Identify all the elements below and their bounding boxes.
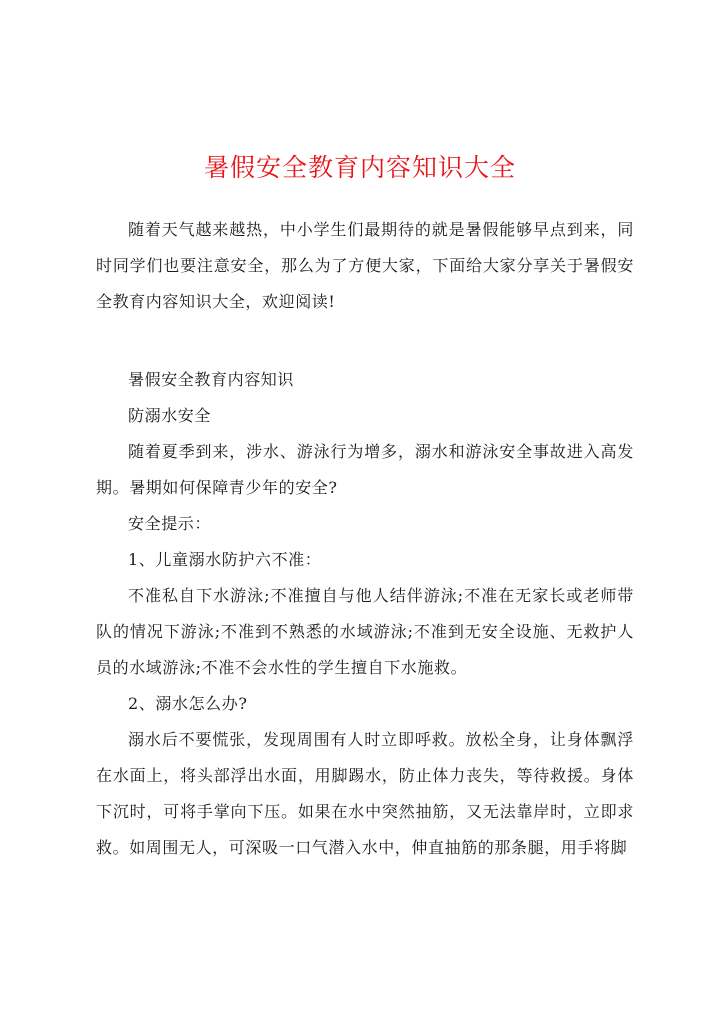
subsection-heading: 防溺水安全 [128,406,212,425]
document-title: 暑假安全教育内容知识大全 [203,153,516,182]
section-heading: 暑假安全教育内容知识 [128,370,295,389]
body-paragraph: 不准私自下水游泳;不准擅自与他人结伴游泳;不准在无家长或老师带队的情况下游泳;不准到不熟悉的水域游泳;不准到无安全设施、无救护人员的水域游泳;不准不会水性的学生擅自下水施救。 [96,586,634,677]
body-paragraph: 溺水后不要慌张，发现周围有人时立即呼救。放松全身，让身体飘浮在水面上，将头部浮出水面，用脚踢水，防止体力丧失，等待救援。身体下沉时，可将手掌向下压。如果在水中突然抽筋，又无法靠岸时，立即求救。如周围无人，可深吸一口气潜入水中，伸直抽筋的那条腿，用手将脚 [96,730,634,857]
content-section [96,362,634,866]
intro-paragraph: 随着天气越来越热，中小学生们最期待的就是暑假能够早点到来，同时同学们也要注意安全，那么为了方便大家，下面给大家分享关于暑假安全教育内容知识大全，欢迎阅读! [96,220,634,311]
list-heading: 1、儿童溺水防护六不准： [128,550,322,569]
intro-section [96,212,634,320]
list-heading: 2、溺水怎么办? [128,694,248,713]
tips-heading: 安全提示： [128,514,212,533]
body-paragraph: 随着夏季到来，涉水、游泳行为增多，溺水和游泳安全事故进入高发期。暑期如何保障青少年的安全? [96,442,634,497]
